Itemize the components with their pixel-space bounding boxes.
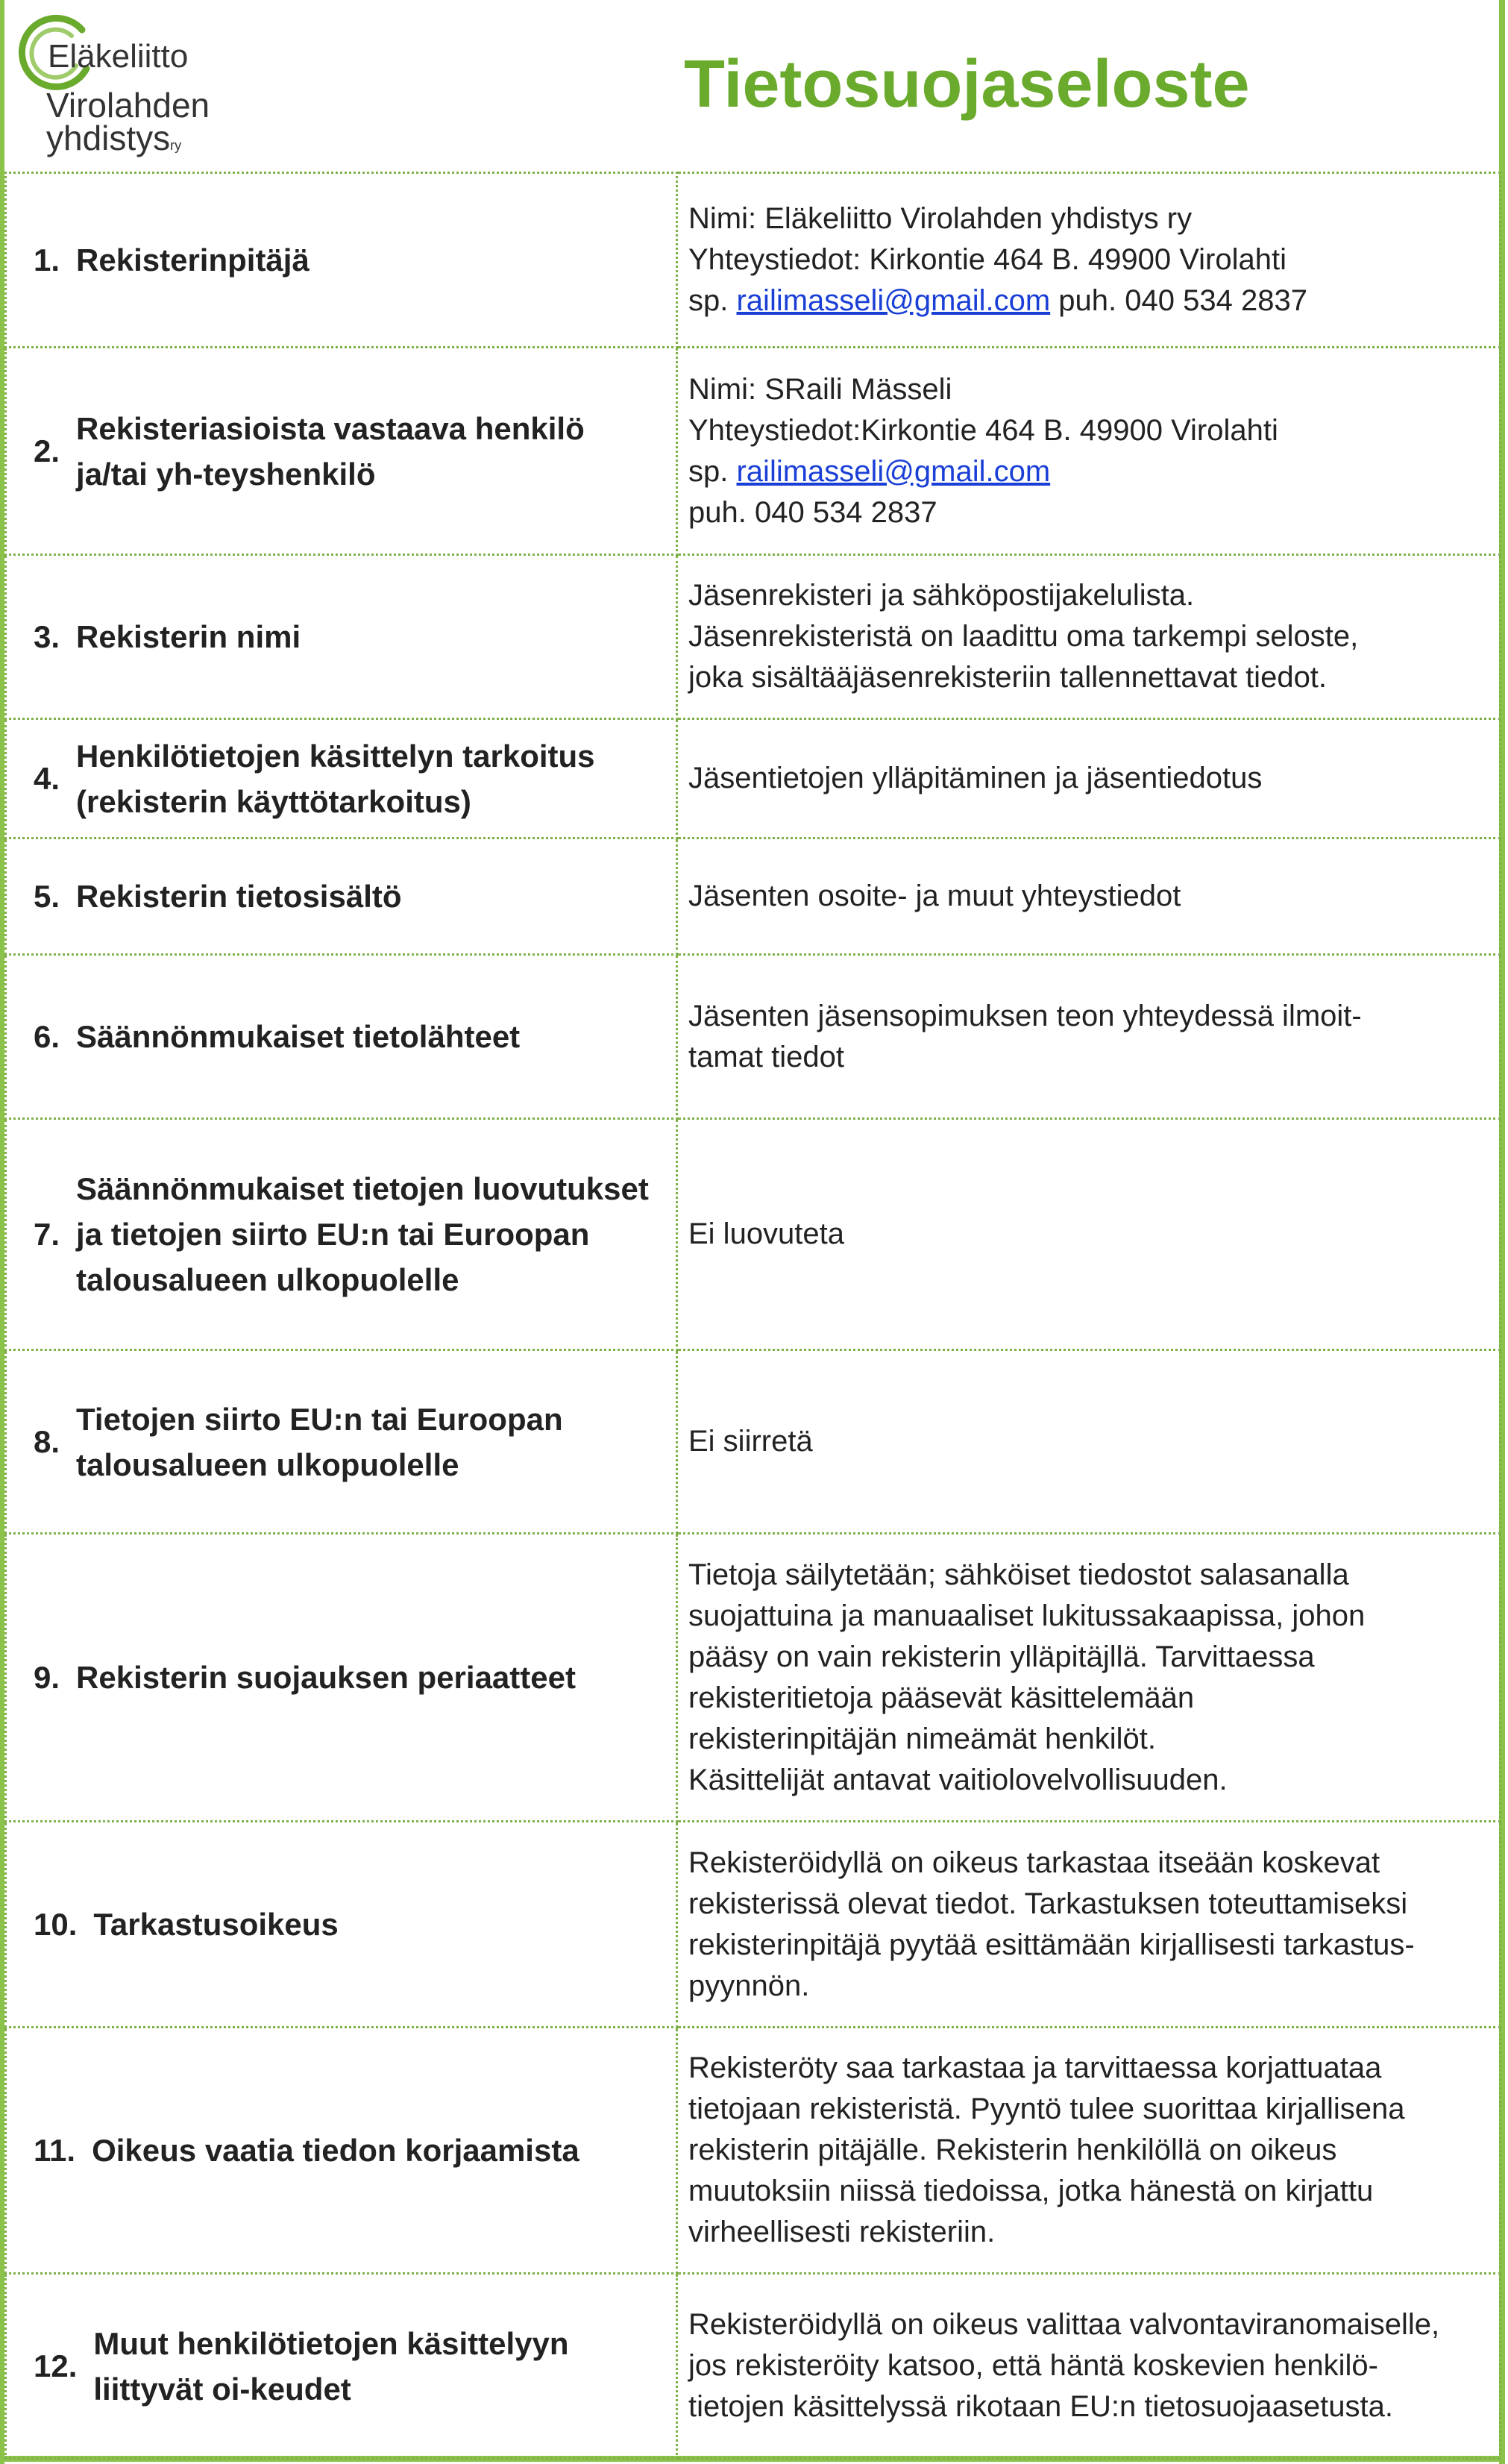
row-label <box>7 874 676 919</box>
row-number: 11. <box>34 2133 76 2168</box>
value-line: jos rekisteröity katsoo, että häntä koskevien henkilö- <box>688 2349 1378 2382</box>
row-value-cell <box>677 838 1501 955</box>
value-line: pääsy on vain rekisterin ylläpitäjllä. Tarvittaessa <box>688 1640 1315 1673</box>
row-label <box>7 2128 676 2173</box>
row-value <box>678 1421 1499 1462</box>
value-line: Jäsenrekisteristä on laadittu oma tarkempi seloste, <box>688 620 1359 653</box>
row-value <box>678 996 1499 1078</box>
value-line: Yhteystiedot:Kirkontie 464 B. 49900 Virolahti <box>688 413 1278 447</box>
table-row <box>6 2274 1501 2459</box>
table-row <box>6 2028 1501 2274</box>
row-label <box>7 1902 676 1947</box>
row-label-cell <box>6 348 677 555</box>
row-label-text: Muut henkilötietojen käsittelyyn liittyvät oi-keudet <box>93 2325 569 2407</box>
row-value <box>678 876 1499 917</box>
value-line: tietojaan rekisteristä. Pyyntö tulee suorittaa kirjallisena <box>688 2092 1405 2125</box>
value-line: rekisteritietoja pääsevät käsittelemään <box>688 1681 1195 1714</box>
value-line: Rekisteröty saa tarkastaa ja tarvittaessa korjattuataa <box>688 2051 1382 2084</box>
row-value-cell <box>677 2028 1501 2274</box>
row-number: 10. <box>34 1907 78 1942</box>
register-rows <box>6 173 1501 2459</box>
table-row <box>6 719 1501 838</box>
row-label <box>7 614 676 659</box>
row-label <box>7 1166 676 1302</box>
row-label-cell <box>6 2028 677 2274</box>
row-value <box>678 758 1499 799</box>
value-line: rekisterissä olevat tiedot. Tarkastuksen toteuttamiseksi <box>688 1887 1408 1920</box>
row-label-cell <box>6 1119 677 1350</box>
row-label-text: Oikeus vaatia tiedon korjaamista <box>92 2133 579 2168</box>
row-value-cell <box>677 1534 1501 1822</box>
row-number: 2. <box>34 433 60 468</box>
row-label-cell <box>6 173 677 348</box>
value-line: puh. 040 534 2837 <box>688 495 937 529</box>
value-line: pyynnön. <box>688 1969 810 2002</box>
logo-line-3-text: yhdistys <box>46 119 171 157</box>
value-line: sp. railimasseli@gmail.com <box>688 454 1051 488</box>
value-line: tietojen käsittelyssä rikotaan EU:n tietosuojaasetusta. <box>688 2390 1393 2423</box>
value-line: muutoksiin niissä tiedoissa, jotka hänestä on kirjattu <box>688 2175 1374 2207</box>
row-label-text: Rekisterin suojauksen periaatteet <box>76 1660 576 1695</box>
row-label-cell <box>6 555 677 719</box>
table-row <box>6 1350 1501 1534</box>
row-value-cell <box>677 1119 1501 1350</box>
row-number: 5. <box>34 879 60 914</box>
row-label <box>7 1396 676 1488</box>
value-line: joka sisältääjäsenrekisteriin tallennettavat tiedot. <box>688 661 1328 694</box>
row-value <box>678 1555 1499 1801</box>
table-row <box>6 955 1501 1119</box>
row-value <box>678 575 1499 698</box>
row-label-text: Rekisterinpitäjä <box>76 242 310 278</box>
logo-line-3 <box>46 121 181 155</box>
value-line: Rekisteröidyllä on oikeus tarkastaa itseään koskevat <box>688 1846 1380 1879</box>
value-line: Tietoja säilytetään; sähköiset tiedostot salasanalla <box>688 1558 1349 1591</box>
row-number: 1. <box>34 242 60 278</box>
row-label-cell <box>6 1350 677 1534</box>
row-value-cell <box>677 555 1501 719</box>
association-logo <box>13 10 252 167</box>
row-number: 8. <box>34 1424 60 1459</box>
value-line: Jäsentietojen ylläpitäminen ja jäsentiedotus <box>688 762 1263 794</box>
logo-suffix: ry <box>170 138 182 153</box>
logo-line-2: Virolahden <box>46 86 210 125</box>
row-value <box>678 369 1499 533</box>
row-label-text: Rekisterin nimi <box>76 619 301 654</box>
document-title: Tietosuojaseloste <box>684 47 1250 122</box>
row-number: 9. <box>34 1660 60 1695</box>
row-value-cell <box>677 173 1501 348</box>
email-link[interactable]: railimasseli@gmail.com <box>736 454 1051 488</box>
row-label-text: Säännönmukaiset tietolähteet <box>76 1019 521 1054</box>
value-line: Käsittelijät antavat vaitiolovelvollisuuden. <box>688 1763 1228 1796</box>
table-row <box>6 348 1501 555</box>
row-number: 3. <box>34 619 60 654</box>
row-label-text: Säännönmukaiset tietojen luovutukset ja tietojen siirto EU:n tai Euroopan talousalueen ulkopuolelle <box>76 1171 649 1297</box>
row-value-cell <box>677 348 1501 555</box>
value-line: rekisterinpitäjän nimeämät henkilöt. <box>688 1722 1156 1755</box>
value-line: tamat tiedot <box>688 1040 845 1073</box>
row-value <box>678 1214 1499 1255</box>
row-value <box>678 2304 1499 2427</box>
row-label-cell <box>6 1534 677 1822</box>
value-line: rekisterinpitäjä pyytää esittämään kirjallisesti tarkastus- <box>688 1928 1415 1961</box>
row-label-text: Tietojen siirto EU:n tai Euroopan talousalueen ulkopuolelle <box>76 1401 563 1482</box>
row-label-text: Tarkastusoikeus <box>93 1907 339 1942</box>
row-value <box>678 2048 1499 2253</box>
value-line: Jäsenten jäsensopimuksen teon yhteydessä ilmoit- <box>688 999 1362 1032</box>
email-link[interactable]: railimasseli@gmail.com <box>736 284 1051 317</box>
row-label-text: Rekisteriasioista vastaava henkilö ja/tai yh-teyshenkilö <box>76 410 585 492</box>
value-line: Jäsenten osoite- ja muut yhteystiedot <box>688 880 1181 912</box>
value-line: Ei luovuteta <box>688 1217 845 1250</box>
value-line: Rekisteröidyllä on oikeus valittaa valvontaviranomaiselle, <box>688 2308 1440 2341</box>
value-line: Ei siirretä <box>688 1425 813 1458</box>
row-label-cell <box>6 1822 677 2028</box>
register-table <box>4 172 1501 2460</box>
row-value-cell <box>677 1822 1501 2028</box>
row-value <box>678 198 1499 322</box>
table-row <box>6 173 1501 348</box>
row-label <box>7 237 676 283</box>
row-number: 4. <box>34 761 60 796</box>
value-line: Nimi: Eläkeliitto Virolahden yhdistys ry <box>688 202 1193 235</box>
value-line: Yhteystiedot: Kirkontie 464 B. 49900 Virolahti <box>688 243 1286 276</box>
value-line: suojattuina ja manuaaliset lukitussakaapissa, johon <box>688 1599 1366 1632</box>
value-line: Jäsenrekisteri ja sähköpostijakelulista. <box>688 579 1195 612</box>
row-value-cell <box>677 1350 1501 1534</box>
row-number: 6. <box>34 1019 60 1054</box>
row-label-cell <box>6 838 677 955</box>
row-number: 7. <box>34 1217 60 1252</box>
row-label <box>7 2321 676 2412</box>
row-label <box>7 406 676 497</box>
row-value <box>678 1843 1499 2007</box>
row-label-text: Henkilötietojen käsittelyn tarkoitus (rekisterin käyttötarkoitus) <box>76 738 595 819</box>
row-label <box>7 1014 676 1059</box>
row-value-cell <box>677 719 1501 838</box>
table-row <box>6 555 1501 719</box>
row-label <box>7 733 676 824</box>
row-label <box>7 1655 676 1700</box>
table-row <box>6 1119 1501 1350</box>
row-number: 12. <box>34 2348 78 2383</box>
table-row <box>6 1822 1501 2028</box>
row-label-cell <box>6 955 677 1119</box>
table-row <box>6 838 1501 955</box>
value-line: Nimi: SRaili Mässeli <box>688 372 952 406</box>
row-label-cell <box>6 719 677 838</box>
row-label-cell <box>6 2274 677 2459</box>
table-row <box>6 1534 1501 1822</box>
row-value-cell <box>677 955 1501 1119</box>
logo-line-1: Eläkeliitto <box>48 38 189 75</box>
value-line: rekisterin pitäjälle. Rekisterin henkilöllä on oikeus <box>688 2134 1337 2166</box>
value-line: sp. railimasseli@gmail.com puh. 040 534 2837 <box>688 284 1307 317</box>
row-label-text: Rekisterin tietosisältö <box>76 879 402 914</box>
value-line: virheellisesti rekisteriin. <box>688 2216 996 2248</box>
row-value-cell <box>677 2274 1501 2459</box>
